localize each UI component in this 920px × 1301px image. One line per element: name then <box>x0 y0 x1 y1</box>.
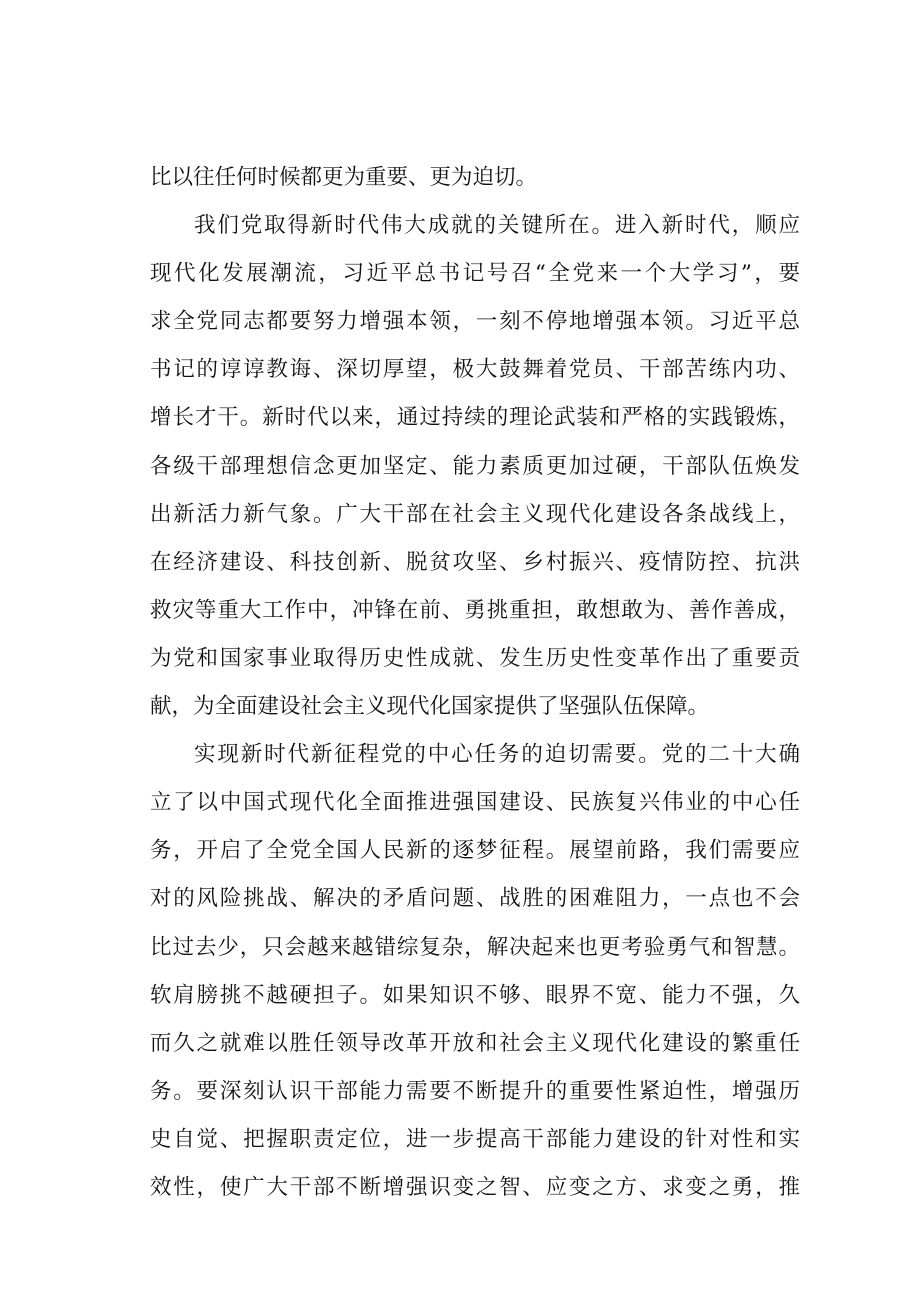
text-line: 比以往任何时候都更为重要、更为迫切。 <box>150 165 538 190</box>
text-line: 求全党同志都要努力增强本领，一刻不停地增强本领。习近平总 <box>150 309 800 335</box>
text-line: 各级干部理想信念更加坚定、能力素质更加过硬，干部队伍焕发 <box>150 453 800 479</box>
paragraph-start-line: 实现新时代新征程党的中心任务的迫切需要。党的二十大确 <box>194 742 800 768</box>
text-line: 而久之就难以胜任领导改革开放和社会主义现代化建设的繁重任 <box>150 1030 800 1056</box>
text-line: 比过去少，只会越来越错综复杂，解决起来也更考验勇气和智慧。 <box>150 934 800 960</box>
text-line: 对的风险挑战、解决的矛盾问题、战胜的困难阻力，一点也不会 <box>150 886 800 912</box>
text-line: 务，开启了全党全国人民新的逐梦征程。展望前路，我们需要应 <box>150 838 800 864</box>
body-text <box>150 154 800 1212</box>
text-line: 增长才干。新时代以来，通过持续的理论武装和严格的实践锻炼， <box>150 405 800 431</box>
text-line: 立了以中国式现代化全面推进强国建设、民族复兴伟业的中心任 <box>150 790 800 816</box>
text-line: 救灾等重大工作中，冲锋在前、勇挑重担，敢想敢为、善作善成， <box>150 597 800 623</box>
text-line: 务。要深刻认识干部能力需要不断提升的重要性紧迫性，增强历 <box>150 1078 800 1104</box>
paragraph-start-line: 我们党取得新时代伟大成就的关键所在。进入新时代，顺应 <box>194 213 800 239</box>
text-line: 现代化发展潮流，习近平总书记号召“全党来一个大学习”，要 <box>150 261 800 287</box>
text-line: 为党和国家事业取得历史性成就、发生历史性变革作出了重要贡 <box>150 645 800 671</box>
text-line: 史自觉、把握职责定位，进一步提高干部能力建设的针对性和实 <box>150 1126 800 1152</box>
text-line: 出新活力新气象。广大干部在社会主义现代化建设各条战线上， <box>150 501 800 527</box>
text-line: 在经济建设、科技创新、脱贫攻坚、乡村振兴、疫情防控、抗洪 <box>150 549 800 575</box>
text-line: 献，为全面建设社会主义现代化国家提供了坚强队伍保障。 <box>150 694 710 720</box>
text-line: 软肩膀挑不越硬担子。如果知识不够、眼界不宽、能力不强，久 <box>150 982 800 1008</box>
text-line: 书记的谆谆教诲、深切厚望，极大鼓舞着党员、干部苦练内功、 <box>150 357 800 383</box>
text-line: 效性，使广大干部不断增强识变之智、应变之方、求变之勇，推 <box>150 1174 800 1200</box>
